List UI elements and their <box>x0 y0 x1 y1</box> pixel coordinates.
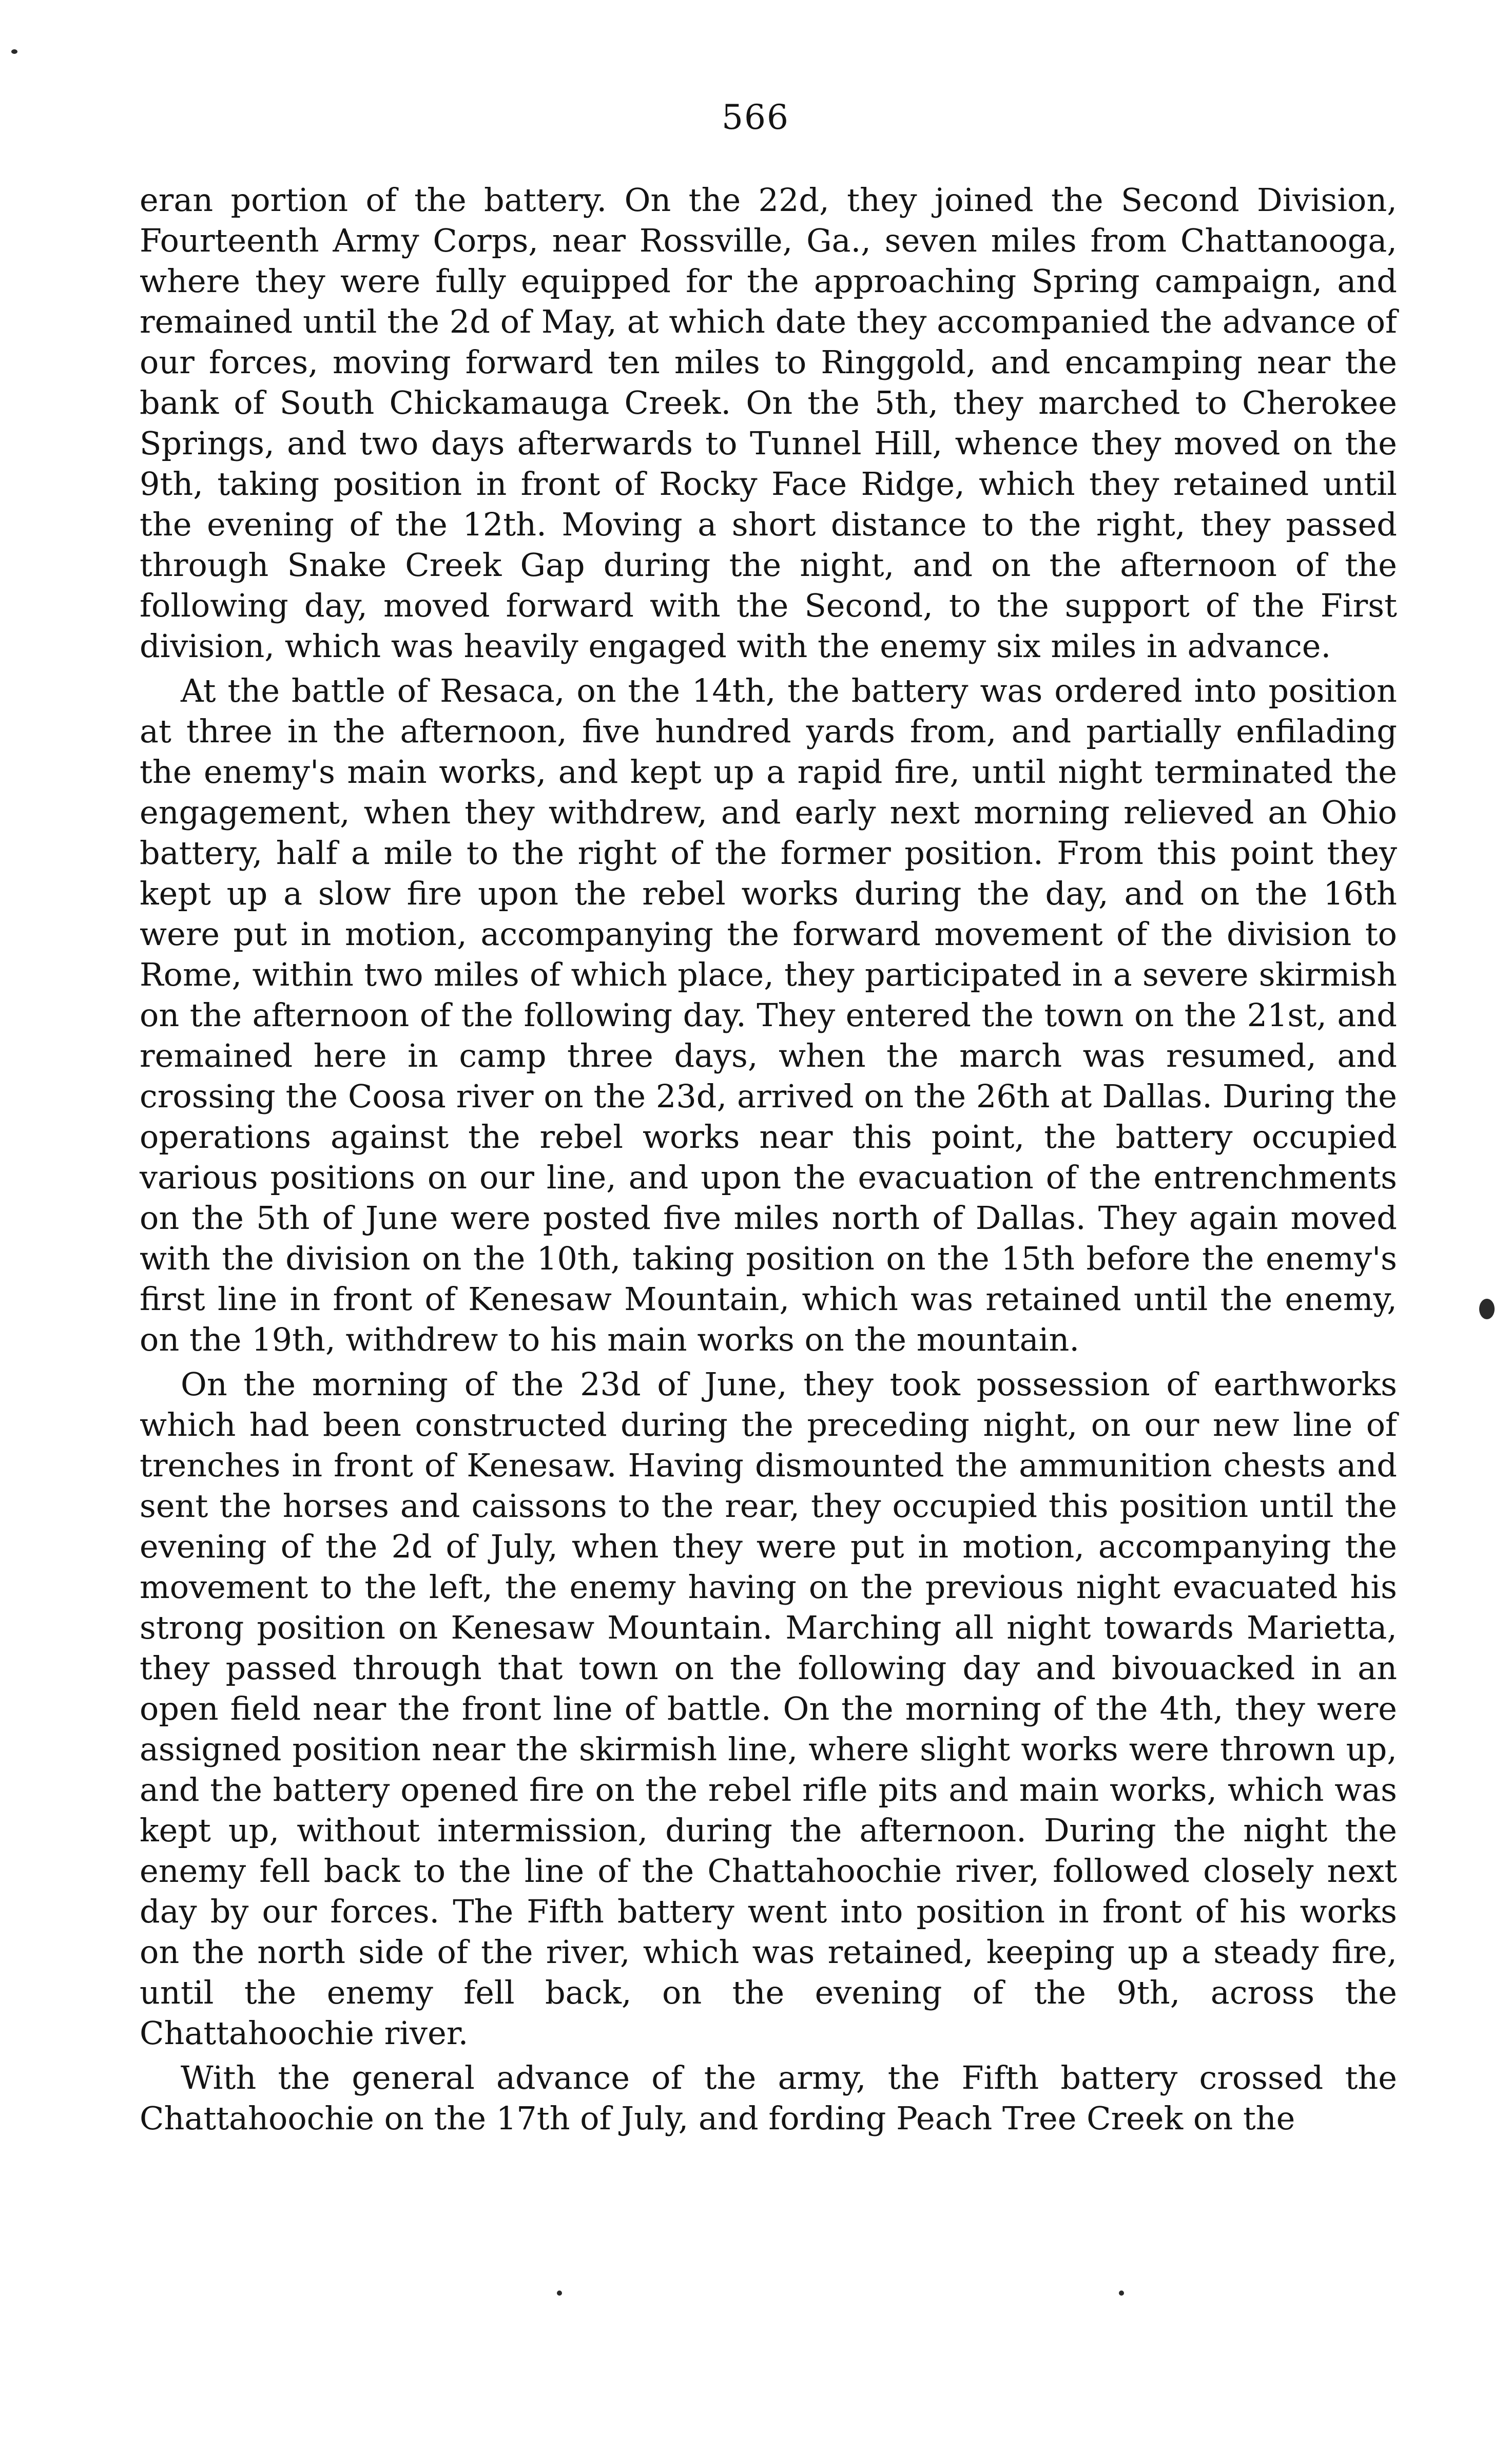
scan-speck <box>11 49 17 54</box>
paragraph: eran portion of the battery. On the 22d, they joined the Second Division, Fourteenth Army Corps, near Rossville, Ga., seven miles from Chattanooga, where they were fully equipped for the approaching Spring campaign, and remained until the 2d of May, at which date they accompanied the advance of our forces, moving forward ten miles to Ringgold, and encamping near the bank of South Chickamauga Creek. On the 5th, they marched to Cherokee Springs, and two days afterwards to Tunnel Hill, whence they moved on the 9th, taking position in front of Rocky Face Ridge, which they retained until the evening of the 12th. Moving a short distance to the right, they passed through Snake Creek Gap during the night, and on the afternoon of the following day, moved forward with the Second, to the support of the First division, which was heavily engaged with the enemy six miles in advance. <box>140 181 1397 665</box>
paragraph: With the general advance of the army, the Fifth battery crossed the Chattahoochie on the 17th of July, and fording Peach Tree Creek on the <box>140 2059 1397 2137</box>
paragraph: On the morning of the 23d of June, they took possession of earthworks which had been constructed during the preceding night, on our new line of trenches in front of Kenesaw. Having dismounted the ammunition chests and sent the horses and caissons to the rear, they occupied this position until the evening of the 2d of July, when they were put in motion, accompanying the movement to the left, the enemy having on the previous night evacuated his strong position on Kenesaw Mountain. Marching all night towards Marietta, they passed through that town on the following day and bivouacked in an open field near the front line of battle. On the morning of the 4th, they were assigned position near the skirmish line, where slight works were thrown up, and the battery opened fire on the rebel rifle pits and main works, which was kept up, without intermission, during the afternoon. During the night the enemy fell back to the line of the Chattahoochie river, followed closely next day by our forces. The Fifth battery went into position in front of his works on the north side of the river, which was retained, keeping up a steady fire, until the enemy fell back, on the evening of the 9th, across the Chattahoochie river. <box>140 1365 1397 2052</box>
paragraph: At the battle of Resaca, on the 14th, the battery was ordered into position at three in the afternoon, five hundred yards from, and partially enfilading the enemy's main works, and kept up a rapid fire, until night terminated the engagement, when they withdrew, and early next morning relieved an Ohio battery, half a mile to the right of the former position. From this point they kept up a slow fire upon the rebel works during the day, and on the 16th were put in motion, accompanying the forward movement of the division to Rome, within two miles of which place, they participated in a severe skirmish on the afternoon of the following day. They entered the town on the 21st, and remained here in camp three days, when the march was resumed, and crossing the Coosa river on the 23d, arrived on the 26th at Dallas. During the operations against the rebel works near this point, the battery occupied various positions on our line, and upon the evacuation of the entrenchments on the 5th of June were posted five miles north of Dallas. They again moved with the division on the 10th, taking position on the 15th before the enemy's first line in front of Kenesaw Mountain, which was retained until the enemy, on the 19th, withdrew to his main works on the mountain. <box>140 672 1397 1358</box>
page-number: 566 <box>722 98 789 137</box>
scan-speck <box>1479 1299 1495 1319</box>
scan-speck <box>1119 2290 1124 2296</box>
body-text <box>140 180 1397 2139</box>
scan-speck <box>557 2290 562 2296</box>
